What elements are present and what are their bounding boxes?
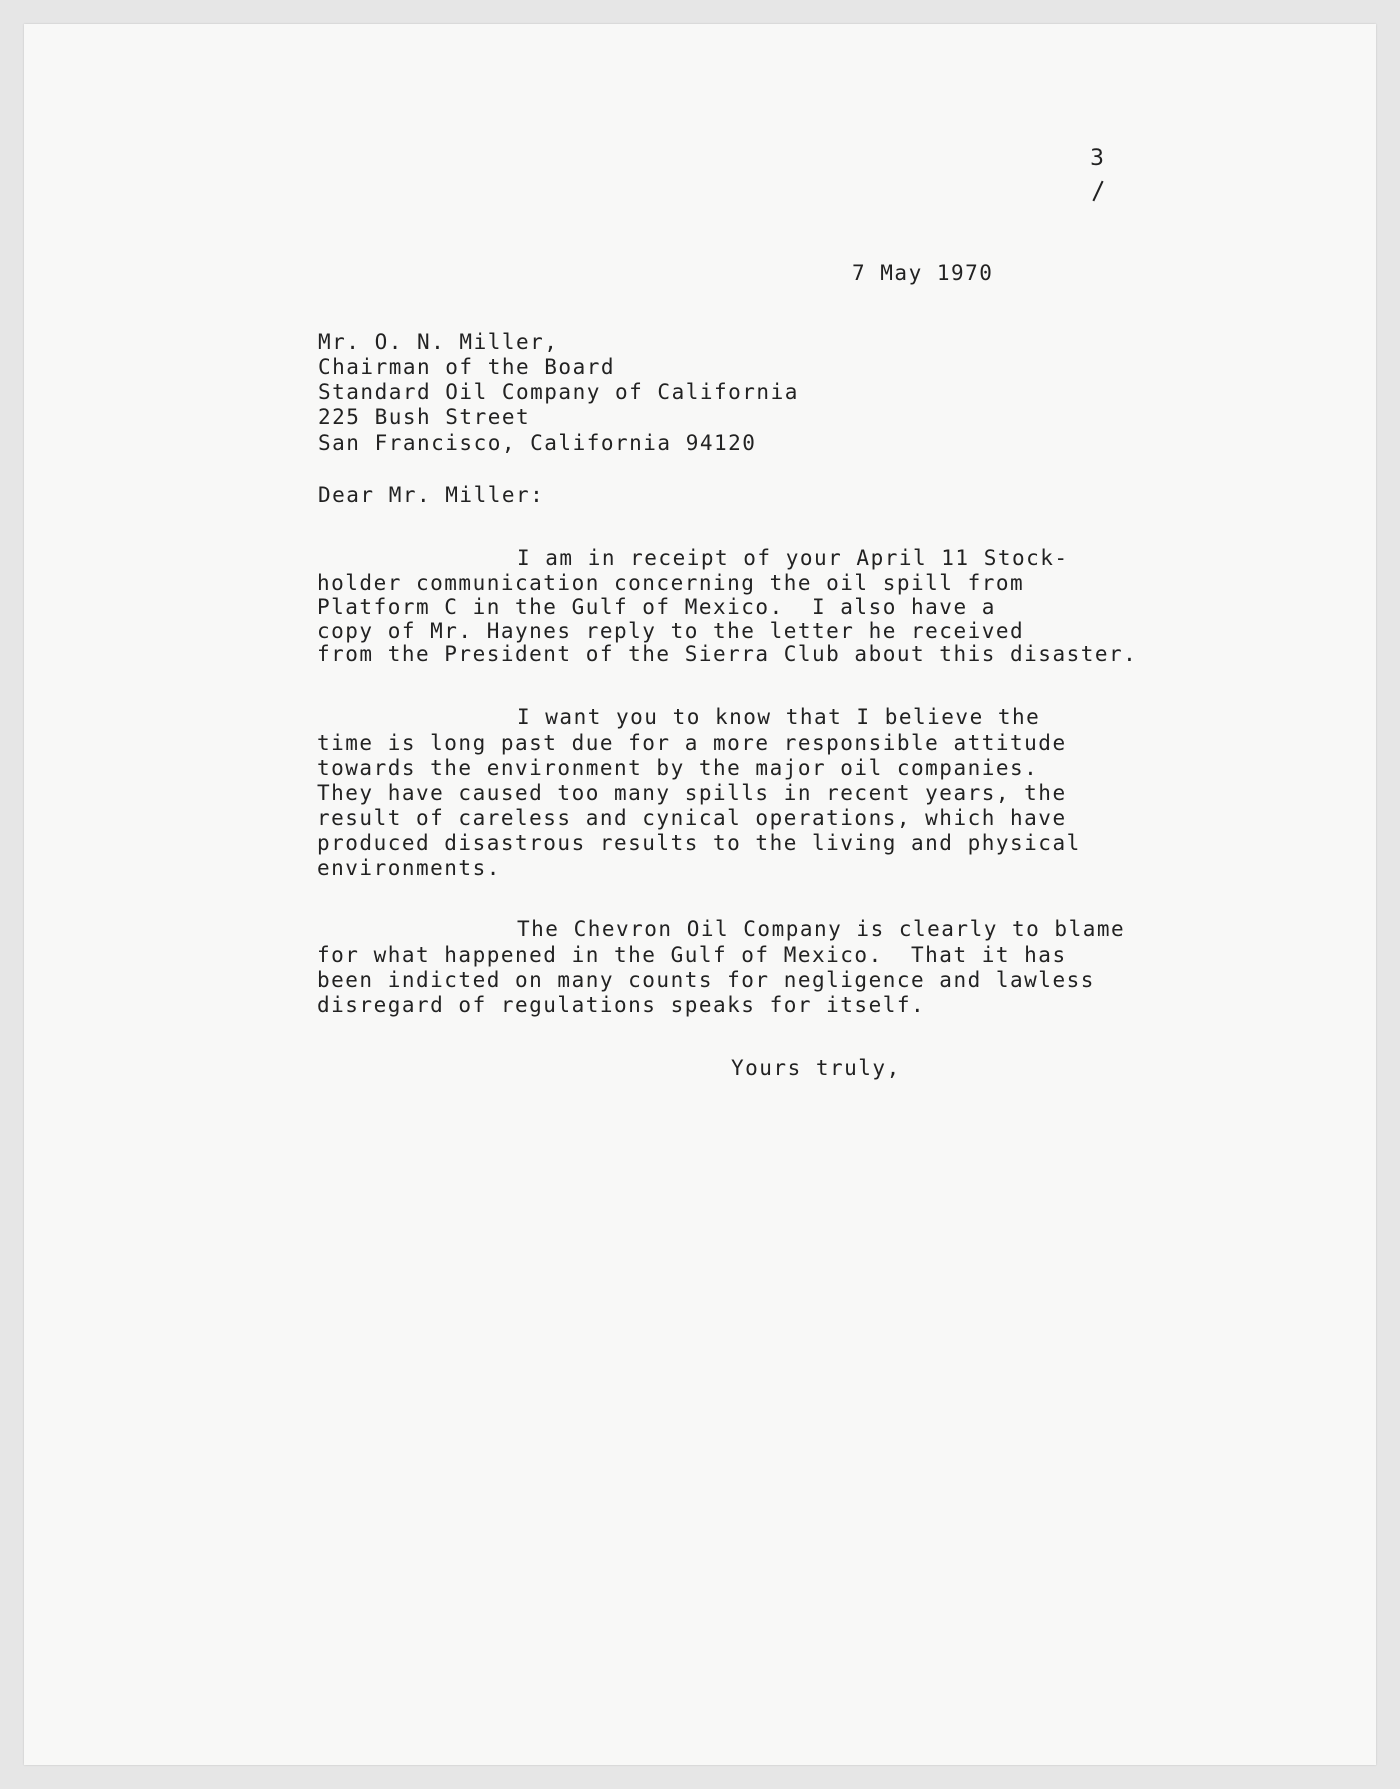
address-line: Standard Oil Company of California bbox=[318, 380, 799, 404]
salutation: Dear Mr. Miller: bbox=[318, 483, 545, 507]
letter-page bbox=[24, 24, 1376, 1765]
paragraph-line: disregard of regulations speaks for itself. bbox=[317, 993, 926, 1017]
paragraph-line: towards the environment by the major oil companies. bbox=[317, 756, 1039, 780]
paragraph-line: The Chevron Oil Company is clearly to blame bbox=[517, 917, 1126, 941]
address-line: San Francisco, California 94120 bbox=[318, 431, 757, 455]
page-number-mark: 3 bbox=[1090, 146, 1104, 171]
paragraph-line: from the President of the Sierra Club about this disaster. bbox=[317, 642, 1138, 666]
paragraph-line: environments. bbox=[317, 856, 501, 880]
paragraph-line: for what happened in the Gulf of Mexico. That it has bbox=[317, 943, 1067, 967]
letter-date: 7 May 1970 bbox=[852, 261, 994, 285]
paragraph-line: time is long past due for a more responsible attitude bbox=[317, 731, 1067, 755]
paragraph-line: produced disastrous results to the living and physical bbox=[317, 831, 1081, 855]
page-mark-slash-icon bbox=[1092, 181, 1103, 202]
address-line: Mr. O. N. Miller, bbox=[318, 330, 559, 354]
paragraph-line: result of careless and cynical operations, which have bbox=[317, 806, 1067, 830]
address-line: 225 Bush Street bbox=[318, 405, 531, 429]
paragraph-line: holder communication concerning the oil spill from bbox=[317, 571, 1025, 595]
closing: Yours truly, bbox=[731, 1056, 901, 1080]
paragraph-line: copy of Mr. Haynes reply to the letter he received bbox=[317, 619, 1025, 643]
paragraph-line: I want you to know that I believe the bbox=[517, 705, 1041, 729]
paragraph-line: Platform C in the Gulf of Mexico. I also have a bbox=[317, 595, 996, 619]
paragraph-line: been indicted on many counts for negligence and lawless bbox=[317, 968, 1095, 992]
paragraph-line: I am in receipt of your April 11 Stock- bbox=[517, 546, 1069, 570]
address-line: Chairman of the Board bbox=[318, 355, 616, 379]
paragraph-line: They have caused too many spills in recent years, the bbox=[317, 781, 1067, 805]
